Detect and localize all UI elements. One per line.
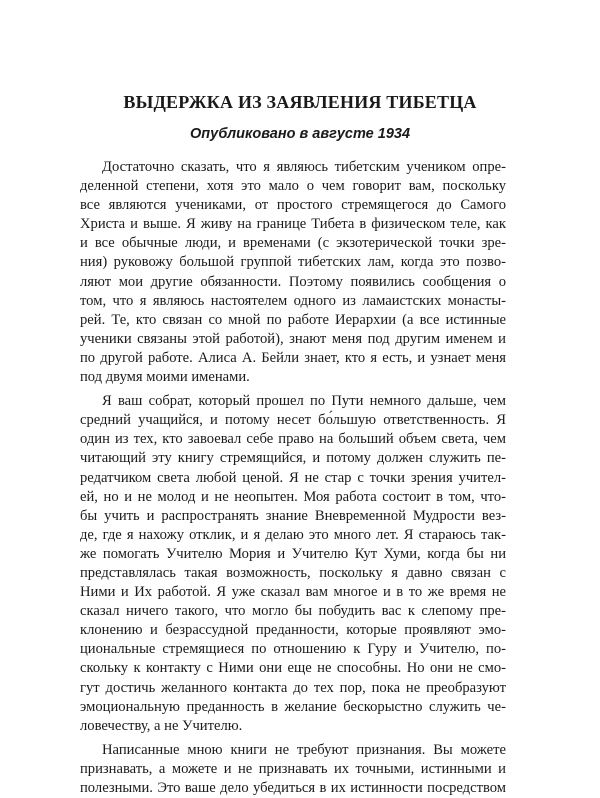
text-line: редатчиком света любой ценой. Я не стар с точки зрения учител- [80,469,506,486]
text-line: же помогать Учителю Мория и Учителю Кут Хуми, когда бы ни [80,545,506,562]
text-line: Христа и выше. Я живу на границе Тибета в физическом теле, как [80,216,506,233]
document-subtitle: Опубликовано в августе 1934 [189,126,411,142]
text-line: представлялась такая возможность, поскольку я давно связан с [80,564,506,581]
text-line: бы учить и распространять знание Вневременной Мудрости вез- [80,507,506,524]
text-line: и все обычные люди, и временами (с экзотерической точки зре- [80,235,506,252]
text-line: том, что я являюсь настоятелем одного из ламаистских монасты- [80,292,506,309]
text-line: по другой работе. Алиса А. Бейли знает, кто я есть, и узнает меня [80,349,506,366]
text-line: Я ваш собрат, который прошел по Пути немного дальше, чем [102,393,506,410]
document-body [80,158,506,798]
text-line: эмоциональную преданность в желание бескорыстно служить че- [80,698,506,715]
text-line: читающий эту книгу стремящийся, и потому должен служить пе- [80,450,506,467]
text-line: Ними и Их работой. Я уже сказал вам многое и в то же время не [80,584,506,601]
text-line: ученики связаны этой работой), знают меня под другим именем и [80,330,506,347]
text-line: де, где я нахожу отклик, и я делаю это много лет. Я стараюсь так- [80,526,506,543]
text-line: ловечеству, а не Учителю. [80,717,243,734]
text-line: рей. Те, кто связан со мной по работе Иерархии (а все истинные [80,311,506,328]
paragraph [80,158,506,387]
document-title: ВЫДЕРЖКА ИЗ ЗАЯВЛЕНИЯ ТИБЕТЦА [123,92,477,112]
text-line: один из тех, кто завоевал себе право на больший объем света, чем [80,431,506,448]
text-line: деленной степени, хотя это мало о чем говорит вам, поскольку [80,178,506,195]
text-line: Достаточно сказать, что я являюсь тибетским учеником опре- [102,159,506,175]
text-line: циональные стремящиеся по отношению к Гуру и Учителю, по- [80,641,506,658]
text-line: ния) руковожу большой группой тибетских лам, когда это позво- [80,254,506,271]
text-line: полезными. Это ваше дело убедиться в их истинности посредством [80,780,506,796]
text-line: скольку к контакту с Ними они еще не способны. Но они не смо- [80,660,506,677]
text-line: ляют мои другие обязанности. Поэтому появились сообщения о [80,273,506,290]
text-line: признавать, а можете и не признавать их точными, истинными и [80,760,506,777]
text-line: все являются учениками, от простого стремящегося до Самого [80,197,506,214]
text-line: Написанные мною книги не требуют признания. Вы можете [102,741,506,758]
text-line: ей, но и не молод и не неопытен. Моя работа состоит в том, что- [80,488,506,505]
text-line: сказал ничего такого, что могло бы побудить вас к слепому пре- [80,603,506,620]
text-line: под двумя моими именами. [80,369,250,386]
text-line: гут достичь желанного контакта до тех пор, пока не преобразуют [80,679,506,696]
paragraph [80,392,506,736]
text-line: средний учащийся, и потому несет бо́льшую ответственность. Я [80,412,506,429]
paragraph [80,741,506,798]
text-line: клонению и безрассудной преданности, которые проявляют эмо- [80,622,506,639]
